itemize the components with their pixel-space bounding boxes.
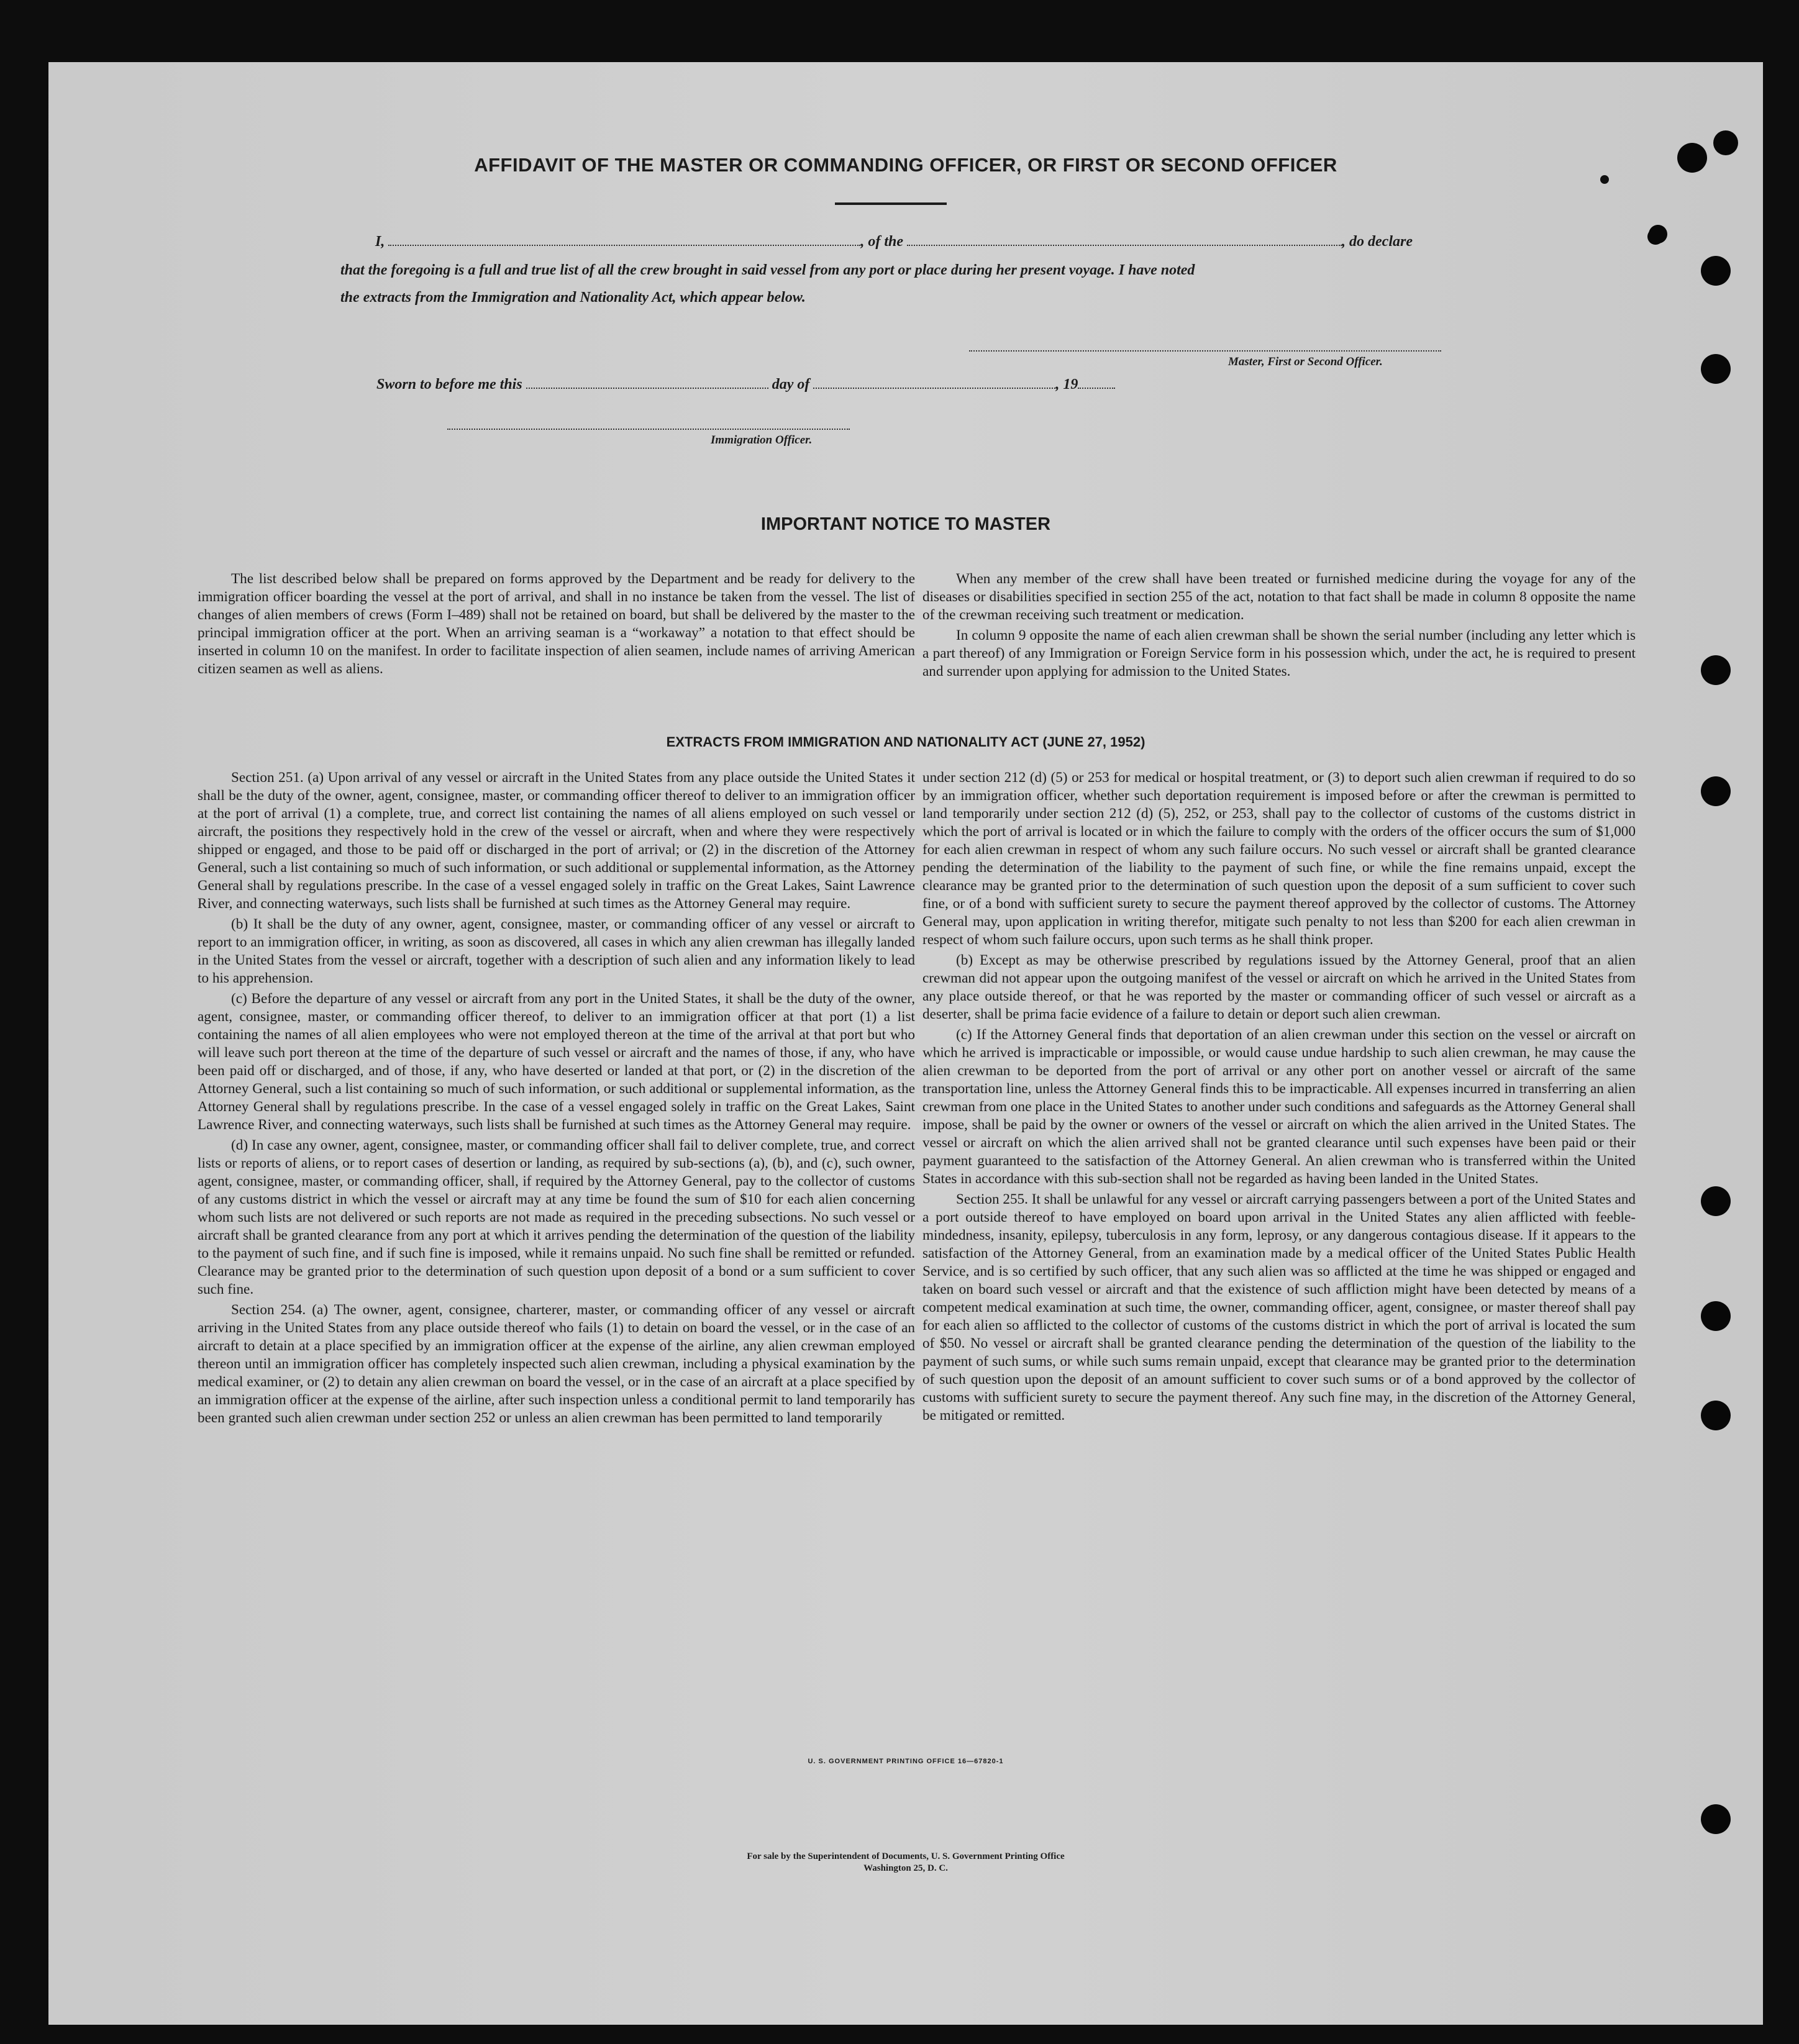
notice-right-column <box>922 570 1636 683</box>
officer-signature-caption: Immigration Officer. <box>711 434 813 447</box>
title-rule <box>835 202 947 205</box>
of-the-label: , of the <box>860 234 904 250</box>
sworn-month-field[interactable] <box>813 376 1055 389</box>
affidavit-title: AFFIDAVIT OF THE MASTER OR COMMANDING OFFICER, OR FIRST OR SECOND OFFICER <box>474 154 1337 176</box>
extracts-right-column <box>922 769 1636 1427</box>
section-paragraph: Section 255. It shall be unlawful for any vessel or aircraft carrying passengers between a port of the United States and a port outside thereof to have employed on board upon arrival in the United States any alien afflicted with feeble-mindedness, insanity, epilepsy, tuberculosis in any form, leprosy, or any dangerous contagious disease. If it appears to the satisfaction of the Attorney General, from an examination made by a medical officer of the United States Public Health Service, and is so certified by such officer, that any such alien was so afflicted at the time he was shipped or engaged and taken on board such vessel or aircraft and that the existence of such affliction might have been detected by means of a competent medical examination at such time, the owner, commanding officer, agent, consignee, or master thereof shall pay for each alien so afflicted to the collector of customs of the customs district in which the port of arrival is located the sum of $50. No vessel or aircraft shall be granted clearance pending the determination of the question of the liability to the payment of such sums, or while such sums remain unpaid, except that clearance may be granted prior to the determination of such question upon the deposit of an amount sufficient to cover such sums or of a bond approved by the collector of customs with sufficient surety to secure the payment thereof. Any such fine may, in the discretion of the Attorney General, be mitigated or remitted. <box>922 1191 1636 1424</box>
vessel-name-field[interactable] <box>907 234 1342 246</box>
binder-hole <box>1701 776 1731 806</box>
sworn-year-field[interactable] <box>1078 376 1115 389</box>
section-paragraph: (d) In case any owner, agent, consignee, master, or commanding officer shall fail to deliver complete, true, and correct lists or reports of aliens, or to report cases of desertion or landing, as required by sub-sections (a), (b), and (c), such owner, agent, consignee, master, or commanding officer, shall, if required by the Attorney General, pay to the collector of customs of any customs district in which the vessel or aircraft may at any time be found the sum of $10 for each alien concerning whom such lists are not delivered or such reports are not made as required in the preceding subsections. No such vessel or aircraft shall be granted clearance from any port at which it arrives pending the determination of the question of the liability to the payment of such fine, and if such fine is imposed, while it remains unpaid. No such fine shall be remitted or refunded. Clearance may be granted prior to the determination of such question upon deposit of a bond or a sum sufficient to cover such fine. <box>198 1137 915 1297</box>
section-paragraph: Section 251. (a) Upon arrival of any vessel or aircraft in the United States from any place outside the United States it shall be the duty of the owner, agent, consignee, master, or commanding officer thereof to deliver to an immigration officer at the port of arrival (1) a complete, true, and correct list containing the names of all aliens employed on such vessel or aircraft, the positions they respectively hold in the crew of the vessel or aircraft, when and where they were respectively shipped or engaged, and those to be paid off or discharged in the port of arrival; or (2) in the discretion of the Attorney General, such a list containing so much of such information, or such additional or supplemental information, as the Attorney General shall by regulations prescribe. In the case of a vessel engaged solely in traffic on the Great Lakes, Saint Lawrence River, and connecting waterways, such lists shall be furnished at such times as the Attorney General may require. <box>198 770 915 912</box>
officer-signature-line[interactable] <box>447 429 850 430</box>
sale-line-2: Washington 25, D. C. <box>863 1863 948 1873</box>
master-signature-line[interactable] <box>969 350 1441 352</box>
document-page <box>48 62 1763 2025</box>
sale-notice <box>48 1851 1763 1874</box>
year-label: , 19 <box>1055 376 1078 393</box>
binder-hole <box>1701 1401 1731 1430</box>
section-paragraph: (c) Before the departure of any vessel or aircraft from any port in the United States, it shall be the duty of the owner, agent, consignee, master, or commanding officer thereof, to deliver to an immigration officer at that port (1) a list containing the names of all alien employees who were not employed thereon at the time of the arrival at that port but who will leave such port thereon at the time of the departure of such vessel or aircraft and the names of those, if any, who have been paid off or discharged, and of those, if any, who have deserted or landed at that port, or (2) in the discretion of the Attorney General, such a list containing so much of such information, or such additional or supplemental information, as the Attorney General shall by regulations prescribe. In the case of a vessel engaged solely in traffic on the Great Lakes, Saint Lawrence River, and connecting waterways, such lists shall be furnished at such times as the Attorney General may require. <box>198 991 915 1133</box>
extracts-left-column <box>198 769 915 1430</box>
i-label: I, <box>375 234 385 250</box>
day-of-label: day of <box>772 376 810 393</box>
notice-right-paragraph: In column 9 opposite the name of each alien crewman shall be shown the serial number (including any letter which is a part thereof) of any Immigration or Foreign Service form in his possession which, under the act, he is required to present and surrender upon applying for admission to the United States. <box>922 627 1636 679</box>
sale-line-1: For sale by the Superintendent of Documents, U. S. Government Printing Office <box>747 1851 1065 1861</box>
sworn-row <box>376 376 1115 393</box>
section-paragraph: under section 212 (d) (5) or 253 for medical or hospital treatment, or (3) to deport such alien crewman if required to do so by an immigration officer, whether such deportation requirement is imposed before or after the crewman is permitted to land temporarily under section 212 (d) (5), 252, or 253, shall pay to the collector of customs of the customs district in which the port of arrival is located or in which the failure to comply with the orders of the officer occurs the sum of $1,000 for each alien crewman in respect of whom any such failure occurs. No such vessel or aircraft shall be granted clearance pending the determination of the liability to the payment of such fine, or while the fine remains unpaid, except the clearance may be granted prior to the determination of such question upon the deposit of a sum sufficient to cover such fine, or of a bond with sufficient surety to secure the payment thereof approved by the collector of customs. The Attorney General may, upon application in writing therefor, mitigate such penalty to not less than $200 for each alien crewman in respect of whom such failure occurs, upon such terms as he shall think proper. <box>922 770 1636 948</box>
binder-hole <box>1701 256 1731 286</box>
section-paragraph: (c) If the Attorney General finds that deportation of an alien crewman under this section on the vessel or aircraft on which he arrived is impracticable or impossible, or would cause undue hardship to such alien crewman, he may cause the alien crewman to be deported from the port of arrival or any other port on another vessel or aircraft of the same transportation line, unless the Attorney General finds this to be impracticable. All expenses incurred in transferring an alien crewman from one place in the United States to another under such conditions and safeguards as the Attorney General shall impose, shall be paid by the owner or owners of the vessel or aircraft on which the alien arrived in the United States. The vessel or aircraft on which the alien arrived shall not be granted clearance until such expenses have been paid or their payment guaranteed to the satisfaction of the Attorney General. An alien crewman who is transferred within the United States in accordance with this sub-section shall not be regarded as having been landed in the United States. <box>922 1027 1636 1187</box>
notice-right-paragraph: When any member of the crew shall have been treated or furnished medicine during the voyage for any of the diseases or disabilities specified in section 255 of the act, notation to that fact shall be made in column 8 opposite the name of the crewman receiving such treatment or medication. <box>922 571 1636 623</box>
section-paragraph: (b) It shall be the duty of any owner, agent, consignee, master, or commanding officer of any vessel or aircraft to report to an immigration officer, in writing, as soon as discovered, all cases in which any alien crewman has illegally landed in the United States from the vessel or aircraft, together with a description of such alien and any information likely to lead to his apprehension. <box>198 916 915 986</box>
binder-hole <box>1701 354 1731 384</box>
notice-left-column <box>198 570 915 681</box>
sworn-label: Sworn to before me this <box>376 376 522 393</box>
declarant-row <box>375 234 1413 250</box>
declaration-line-2: the extracts from the Immigration and Nationality Act, which appear below. <box>340 289 806 306</box>
section-paragraph: Section 254. (a) The owner, agent, consignee, charterer, master, or commanding officer of any vessel or aircraft arriving in the United States from any place outside thereof who fails (1) to detain on board the vessel, or in the case of an aircraft to detain at a place specified by an immigration officer at the expense of the airline, any alien crewman employed thereon until an immigration officer has completely inspected such alien crewman, including a physical examination by the medical examiner, or (2) to detain any alien crewman on board the vessel, or in the case of an aircraft at a place specified by an immigration officer at the expense of the airline, after such inspection unless a conditional permit to land temporarily has been granted such alien crewman under section 252 or unless an alien crewman has been permitted to land temporarily <box>198 1302 915 1426</box>
ink-speck <box>1600 175 1609 184</box>
binder-hole <box>1677 143 1707 173</box>
section-paragraph: (b) Except as may be otherwise prescribed by regulations issued by the Attorney General, proof that an alien crewman did not appear upon the outgoing manifest of the vessel or aircraft on which he arrived in the United States from any place outside thereof, or that he was reported by the master or commanding officer of such vessel or aircraft as a deserter, shall be prima facie evidence of a failure to detain or deport such alien crewman. <box>922 952 1636 1022</box>
binder-hole <box>1701 1301 1731 1331</box>
printing-office-line: U. S. GOVERNMENT PRINTING OFFICE 16—67820-1 <box>808 1758 1004 1765</box>
binder-hole <box>1649 225 1667 243</box>
master-signature-caption: Master, First or Second Officer. <box>1228 355 1383 368</box>
declaration-line-1: that the foregoing is a full and true list of all the crew brought in said vessel from any port or place during her present voyage. I have noted <box>340 262 1195 278</box>
extracts-title: EXTRACTS FROM IMMIGRATION AND NATIONALITY ACT (JUNE 27, 1952) <box>666 734 1145 750</box>
binder-hole <box>1701 655 1731 685</box>
binder-hole <box>1713 130 1738 155</box>
notice-left-paragraph: The list described below shall be prepared on forms approved by the Department and be ready for delivery to the immigration officer boarding the vessel at the port of arrival, and shall in no instance be taken from the vessel. The list of changes of alien members of crews (Form I–489) shall not be retained on board, but shall be delivered by the master to the principal immigration officer at the port. When an arriving seaman is a “workaway” a notation to that effect should be inserted in column 10 on the manifest. In order to facilitate inspection of alien seamen, include names of arriving American citizen seamen as well as aliens. <box>198 571 915 677</box>
notice-title: IMPORTANT NOTICE TO MASTER <box>760 514 1051 534</box>
declarant-name-field[interactable] <box>388 234 860 246</box>
do-declare-label: , do declare <box>1342 234 1413 250</box>
sworn-day-field[interactable] <box>526 376 768 389</box>
binder-hole <box>1701 1186 1731 1216</box>
binder-hole <box>1701 1804 1731 1834</box>
